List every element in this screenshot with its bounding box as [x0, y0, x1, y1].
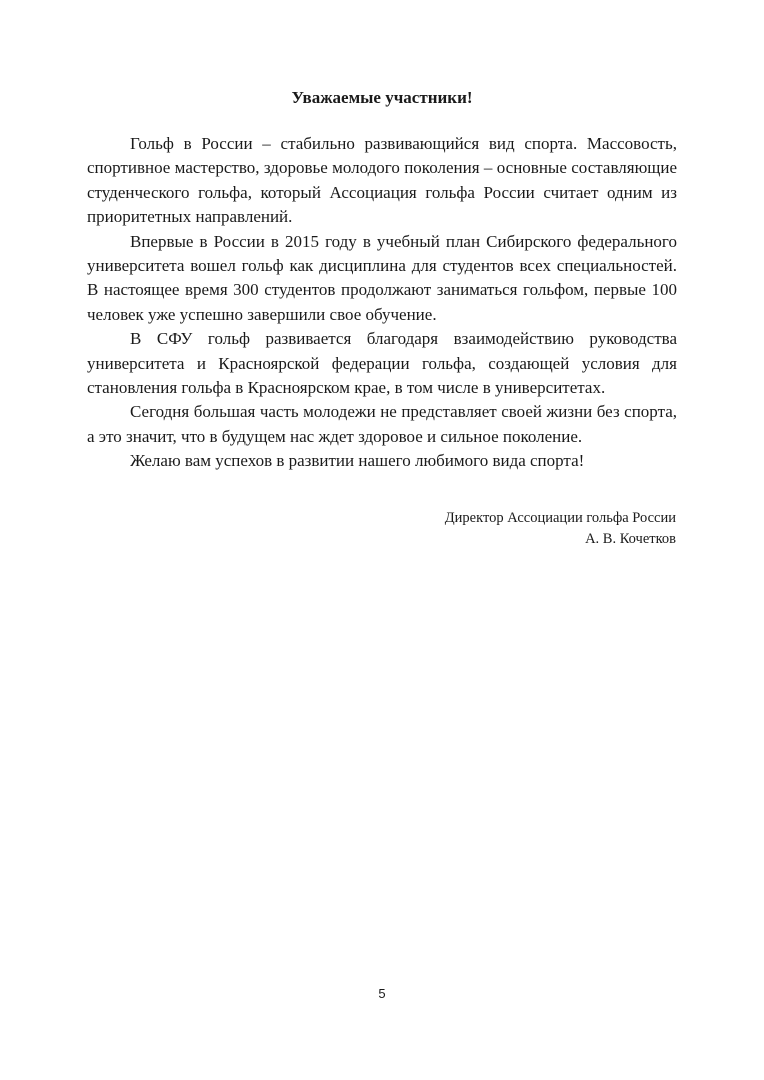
- signature-position: Директор Ассоциации гольфа России: [444, 510, 676, 526]
- page-number: 5: [378, 986, 386, 1001]
- body-text: [87, 132, 677, 474]
- signature-block: [300, 508, 676, 550]
- page-title: Уважаемые участники!: [291, 88, 473, 107]
- paragraph-5: Желаю вам успехов в развитии нашего любимого вида спорта!: [130, 451, 585, 471]
- paragraph-1: Гольф в России – стабильно развивающийся вид спорта. Массовость, спортивное мастерство, здоровье молодого поколения – основные составляющие студенческого гольфа, который Ассоциация гольфа России считает одним из приоритетных направлений.: [87, 134, 677, 227]
- paragraph-3: В СФУ гольф развивается благодаря взаимодействию руководства университета и Красноярской федерации гольфа, создающей условия для становления гольфа в Красноярском крае, в том числе в университетах.: [87, 329, 677, 398]
- paragraph-2: Впервые в России в 2015 году в учебный план Сибирского федерального университета вошел гольф как дисциплина для студентов всех специальностей. В настоящее время 300 студентов продолжают заниматься гольфом, первые 100 человек уже успешно завершили свое обучение.: [87, 231, 677, 324]
- signature-name: А. В. Кочетков: [585, 531, 676, 547]
- paragraph-4: Сегодня большая часть молодежи не представляет своей жизни без спорта, а это значит, что в будущем нас ждет здоровое и сильное поколение.: [87, 402, 677, 446]
